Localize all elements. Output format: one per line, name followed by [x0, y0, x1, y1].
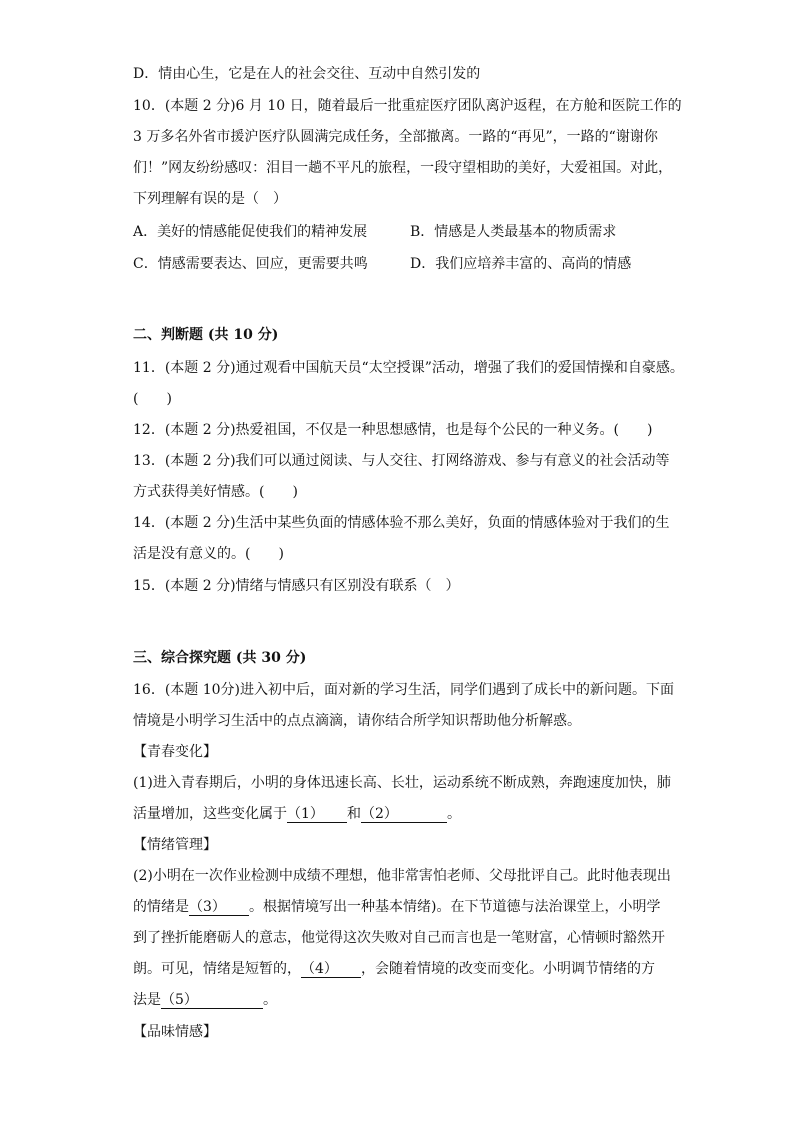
part1-line1: (1)进入青春期后，小明的身体迅速长高、长壮，运动系统不断成熟，奔跑速度加快，肺	[133, 775, 671, 791]
answer-blank-4[interactable]: （4）	[301, 961, 361, 978]
answer-blank-1[interactable]: （1）	[287, 806, 347, 823]
part2-line2	[133, 897, 660, 917]
part1-and: 和	[347, 806, 361, 822]
part2-end: 。	[263, 992, 277, 1008]
section-3-title: 三、综合探究题 (共 30 分)	[133, 650, 307, 666]
part2-line4	[133, 959, 655, 979]
part2-line3: 到了挫折能磨砺人的意志，他觉得这次失败对自己而言也是一笔财富，心情顿时豁然开	[133, 930, 665, 946]
q14-line2: 活是没有意义的。( )	[133, 546, 284, 562]
part2-line4-rest: ，会随着情境的改变而变化。小明调节情绪的方	[361, 961, 655, 977]
q10-option-d: D．我们应培养丰富的、高尚的情感	[410, 256, 632, 272]
q9-option-d: D．情由心生，它是在人的社会交往、互动中自然引发的	[133, 66, 481, 82]
q11-line2: ( )	[133, 391, 172, 407]
answer-blank-2[interactable]: （2）	[361, 806, 447, 823]
q10-option-a: A．美好的情感能促使我们的精神发展	[133, 224, 368, 240]
q13-line2: 方式获得美好情感。( )	[133, 484, 298, 500]
q11-line1: 11．(本题 2 分)通过观看中国航天员“太空授课”活动，增强了我们的爱国情操和自豪感。	[133, 360, 684, 376]
q10-option-c: C．情感需要表达、回应，更需要共鸣	[133, 256, 368, 272]
heading-youth-change: 【青春变化】	[133, 744, 217, 760]
part2-line2-rest: 。根据情境写出一种基本情绪)。在下节道德与法治课堂上，小明学	[249, 899, 661, 915]
part2-line1: (2)小明在一次作业检测中成绩不理想，他非常害怕老师、父母批评自己。此时他表现出	[133, 868, 671, 884]
q10-stem-line1: 10．(本题 2 分)6 月 10 日，随着最后一批重症医疗团队离沪返程，在方舱和医院工作的	[133, 98, 682, 114]
answer-blank-5[interactable]: （5）	[161, 992, 263, 1009]
part1-line2	[133, 804, 461, 824]
part2-line2-text: 的情绪是	[133, 899, 189, 915]
q10-stem-line2: 3 万多名外省市援沪医疗队圆满完成任务，全部撤离。一路的“再见”，一路的“谢谢你	[133, 129, 658, 145]
q12: 12．(本题 2 分)热爱祖国，不仅是一种思想感情，也是每个公民的一种义务。( )	[133, 422, 653, 438]
q16-line1: 16．(本题 10分)进入初中后，面对新的学习生活，同学们遇到了成长中的新问题。下面	[133, 682, 675, 698]
part2-line4-text: 朗。可见，情绪是短暂的，	[133, 961, 301, 977]
section-2-title: 二、判断题 (共 10 分)	[133, 327, 279, 343]
heading-emotion-management: 【情绪管理】	[133, 837, 217, 853]
part1-end: 。	[447, 806, 461, 822]
heading-savor-emotions: 【品味情感】	[133, 1024, 217, 1040]
q14-line1: 14．(本题 2 分)生活中某些负面的情感体验不那么美好，负面的情感体验对于我们的生	[133, 515, 670, 531]
q16-line2: 情境是小明学习生活中的点点滴滴，请你结合所学知识帮助他分析解惑。	[133, 713, 581, 729]
part1-line2-text: 活量增加，这些变化属于	[133, 806, 287, 822]
q10-option-b: B．情感是人类最基本的物质需求	[410, 224, 617, 240]
q10-stem-line3: 们！”网友纷纷感叹：泪目一趟不平凡的旅程，一段守望相助的美好，大爱祖国。对此，	[133, 160, 673, 176]
part2-line5	[133, 990, 277, 1010]
q10-stem-line4: 下列理解有误的是（ ）	[133, 191, 287, 207]
part2-line5-text: 法是	[133, 992, 161, 1008]
answer-blank-3[interactable]: （3）	[189, 899, 249, 916]
q13-line1: 13．(本题 2 分)我们可以通过阅读、与人交往、打网络游戏、参与有意义的社会活动等	[133, 453, 670, 469]
q15: 15．(本题 2 分)情绪与情感只有区别没有联系（ ）	[133, 578, 460, 594]
